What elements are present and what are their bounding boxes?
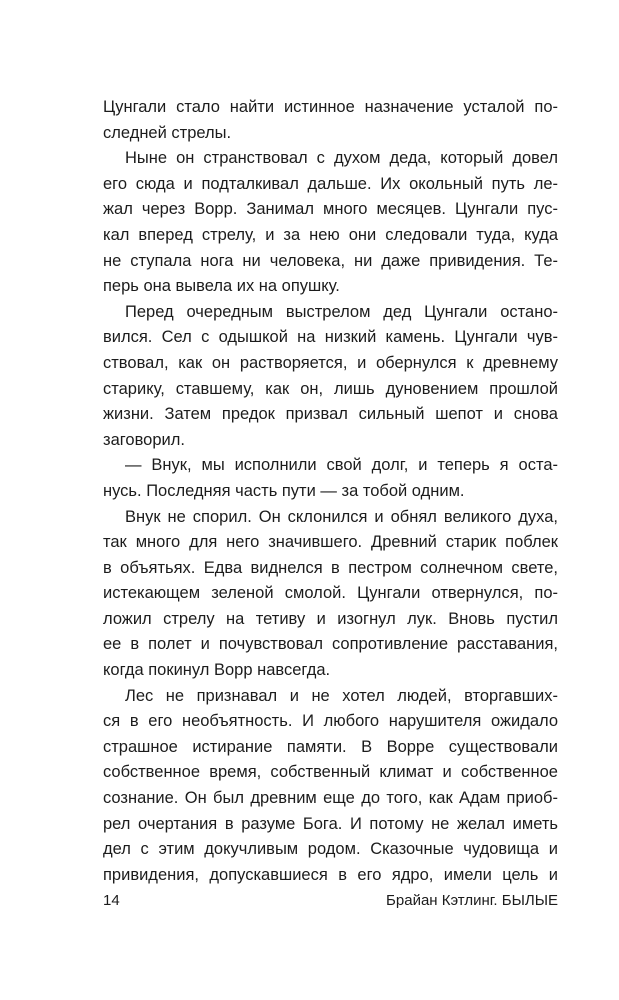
text-line: Внук не спорил. Он склонился и обнял великого духа,: [125, 507, 558, 526]
text-line: жизни. Затем предок призвал сильный шепот и снова: [103, 405, 558, 424]
text-line: вился. Сел с одышкой на низкий камень. Цунгали чув-: [103, 328, 558, 347]
text-line: привидения, допускавшиеся в его ядро, имели цель и: [103, 865, 558, 884]
text-line: жал через Ворр. Занимал много месяцев. Цунгали пус-: [103, 200, 558, 219]
text-line: — Внук, мы исполнили свой долг, и теперь я оста-: [125, 456, 558, 475]
paragraph: [103, 300, 558, 454]
text-line: в объятьях. Едва виднелся в пестром солнечном свете,: [103, 558, 558, 577]
text-line: кал вперед стрелу, и за нею они следовали туда, куда: [103, 225, 558, 244]
text-line: Ныне он странствовал с духом деда, который довел: [125, 149, 558, 168]
paragraph: [103, 146, 558, 300]
text-line: старику, ставшему, как он, лишь дуновением прошлой: [103, 379, 558, 398]
paragraph: [103, 505, 558, 684]
body-text: [103, 95, 558, 888]
text-line: рел очертания в разуме Бога. И потому не желал иметь: [103, 814, 558, 833]
text-line: дел с этим докучливым родом. Сказочные чудовища и: [103, 840, 558, 859]
text-line: Перед очередным выстрелом дед Цунгали остано-: [125, 302, 558, 321]
text-line: страшное истирание памяти. В Ворре существовали: [103, 737, 558, 756]
paragraph: [103, 453, 558, 504]
text-line: не ступала нога ни человека, ни даже привидения. Те-: [103, 251, 558, 270]
text-line: следней стрелы.: [103, 123, 232, 142]
text-line: заговорил.: [103, 430, 185, 449]
text-line: ствовал, как он растворяется, и обернулся к древнему: [103, 353, 558, 372]
text-line: Цунгали стало найти истинное назначение усталой по-: [103, 98, 558, 116]
text-line: собственное время, собственный климат и собственное: [103, 763, 558, 782]
paragraph: [103, 684, 558, 889]
text-line: так много для него значившего. Древний старик поблек: [103, 533, 558, 552]
text-line: ее в полет и почувствовал сопротивление расставания,: [103, 635, 558, 654]
text-line: нусь. Последняя часть пути — за тобой одним.: [103, 481, 465, 500]
text-line: сознание. Он был древним еще до того, как Адам приоб-: [103, 789, 558, 808]
text-line: истекающем зеленой смолой. Цунгали отвернулся, по-: [103, 584, 558, 603]
running-head: Брайан Кэтлинг. БЫЛЫЕ: [386, 892, 558, 909]
text-line: его сюда и подталкивал дальше. Их окольный путь ле-: [103, 174, 558, 193]
text-line: Лес не признавал и не хотел людей, вторгавших-: [125, 686, 558, 705]
page-number: 14: [103, 892, 120, 909]
text-line: перь она вывела их на опушку.: [103, 277, 340, 296]
text-line: когда покинул Ворр навсегда.: [103, 661, 331, 680]
text-line: ся в его необъятность. И любого нарушителя ожидало: [103, 712, 558, 731]
text-line: ложил стрелу на тетиву и изогнул лук. Вновь пустил: [103, 609, 558, 628]
paragraph: [103, 95, 558, 146]
